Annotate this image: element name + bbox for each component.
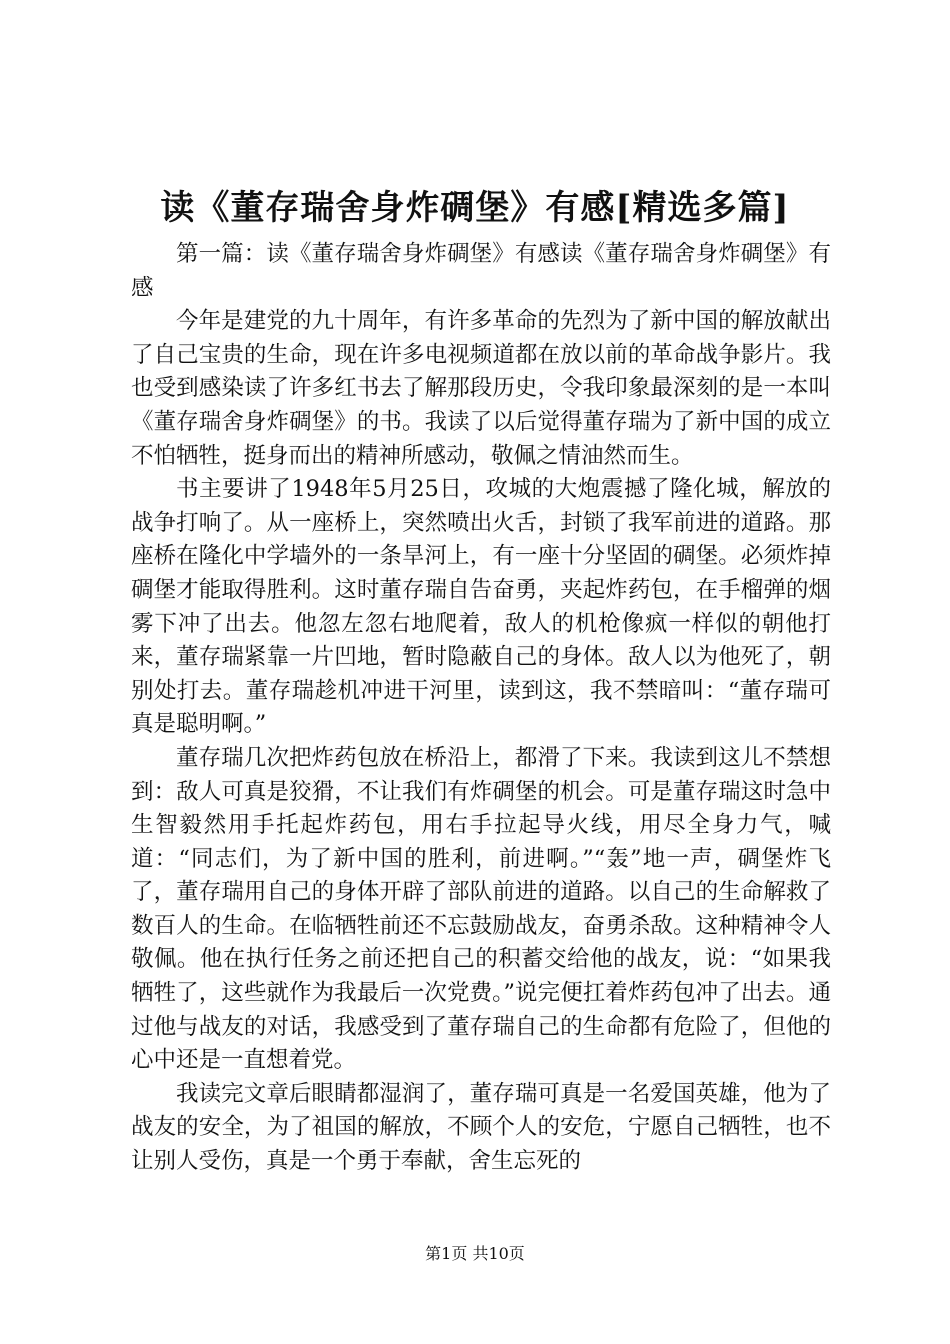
document-title: 读《董存瑞舍身炸碉堡》有感[精选多篇] [160,188,790,228]
paragraph: 第一篇：读《董存瑞舍身炸碉堡》有感读《董存瑞舍身炸碉堡》有感 [131,241,831,301]
paragraph: 我读完文章后眼睛都湿润了，董存瑞可真是一名爱国英雄，他为了战友的安全，为了祖国的解放，不顾个人的安危，宁愿自己牺牲，也不让别人受伤，真是一个勇于奉献，舍生忘死的 [131,1080,831,1175]
document-body [131,238,831,1179]
paragraph: 董存瑞几次把炸药包放在桥沿上，都滑了下来。我读到这儿不禁想到：敌人可真是狡猾，不让我们有炸碉堡的机会。可是董存瑞这时急中生智毅然用手托起炸药包，用右手拉起导火线，用尽全身力气，喊道：“同志们，为了新中国的胜利，前进啊。”“轰”地一声，碉堡炸飞了，董存瑞用自己的身体开辟了部队前进的道路。以自己的生命解救了数百人的生命。在临牺牲前还不忘鼓励战友，奋勇杀敌。这种精神令人敬佩。他在执行任务之前还把自己的积蓄交给他的战友，说：“如果我牺牲了，这些就作为我最后一次党费。”说完便扛着炸药包冲了出去。通过他与战友的对话，我感受到了董存瑞自己的生命都有危险了，但他的心中还是一直想着党。 [131,744,831,1074]
paragraph: 今年是建党的九十周年，有许多革命的先烈为了新中国的解放献出了自己宝贵的生命，现在许多电视频道都在放以前的革命战争影片。我也受到感染读了许多红书去了解那段历史，令我印象最深刻的是一本叫《董存瑞舍身炸碉堡》的书。我读了以后觉得董存瑞为了新中国的成立不怕牺牲，挺身而出的精神所感动，敬佩之情油然而生。 [131,308,831,469]
paragraph: 书主要讲了1948年5月25日，攻城的大炮震撼了隆化城，解放的战争打响了。从一座桥上，突然喷出火舌，封锁了我军前进的道路。那座桥在隆化中学墙外的一条旱河上，有一座十分坚固的碉堡。必须炸掉碉堡才能取得胜利。这时董存瑞自告奋勇，夹起炸药包，在手榴弹的烟雾下冲了出去。他忽左忽右地爬着，敌人的机枪像疯一样似的朝他打来，董存瑞紧靠一片凹地，暂时隐蔽自己的身体。敌人以为他死了，朝别处打去。董存瑞趁机冲进干河里，读到这，我不禁暗叫：“董存瑞可真是聪明啊。” [131,476,831,738]
page-footer: 第1页 共10页 [425,1244,525,1263]
